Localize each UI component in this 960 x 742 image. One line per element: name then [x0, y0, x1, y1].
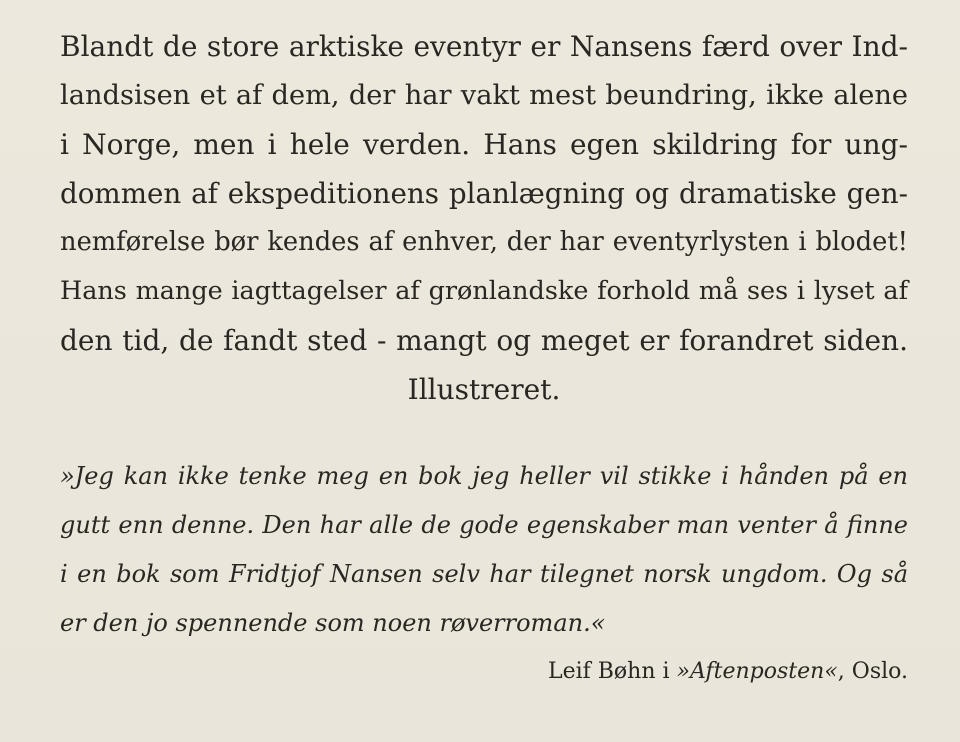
attribution-place: , Oslo.: [837, 659, 908, 684]
quote-line: »Jeg kan ikke tenke meg en bok jeg heller vil stikke i hånden på en: [60, 462, 908, 490]
book-description: [60, 22, 908, 414]
quote-line: i en bok som Fridtjof Nansen selv har tilegnet norsk ungdom. Og så: [60, 560, 908, 588]
quote-attribution: [548, 654, 908, 690]
description-line: den tid, de fandt sted - mangt og meget er forandret siden.: [60, 324, 908, 357]
description-line: Hans mange iagttagelser af grønlandske forhold må ses i lyset af: [60, 276, 908, 306]
illustrated-note: Illustreret.: [407, 373, 561, 406]
quote-line: gutt enn denne. Den har alle de gode egenskaber man venter å finne: [60, 511, 908, 539]
description-line: i Norge, men i hele verden. Hans egen skildring for ung-: [60, 128, 908, 161]
description-line: dommen af ekspeditionens planlægning og dramatiske gen-: [60, 177, 908, 210]
description-line: nemførelse bør kendes af enhver, der har eventyrlysten i blodet!: [60, 227, 908, 257]
attribution-author: Leif Bøhn i: [547, 659, 677, 684]
review-quote: [60, 452, 908, 648]
quote-line: er den jo spennende som noen røverroman.«: [60, 609, 606, 637]
attribution-publication: »Aftenposten«: [676, 659, 838, 684]
description-line: Blandt de store arktiske eventyr er Nansens færd over Ind-: [60, 30, 908, 63]
description-line: landsisen et af dem, der har vakt mest beundring, ikke alene: [60, 80, 908, 111]
